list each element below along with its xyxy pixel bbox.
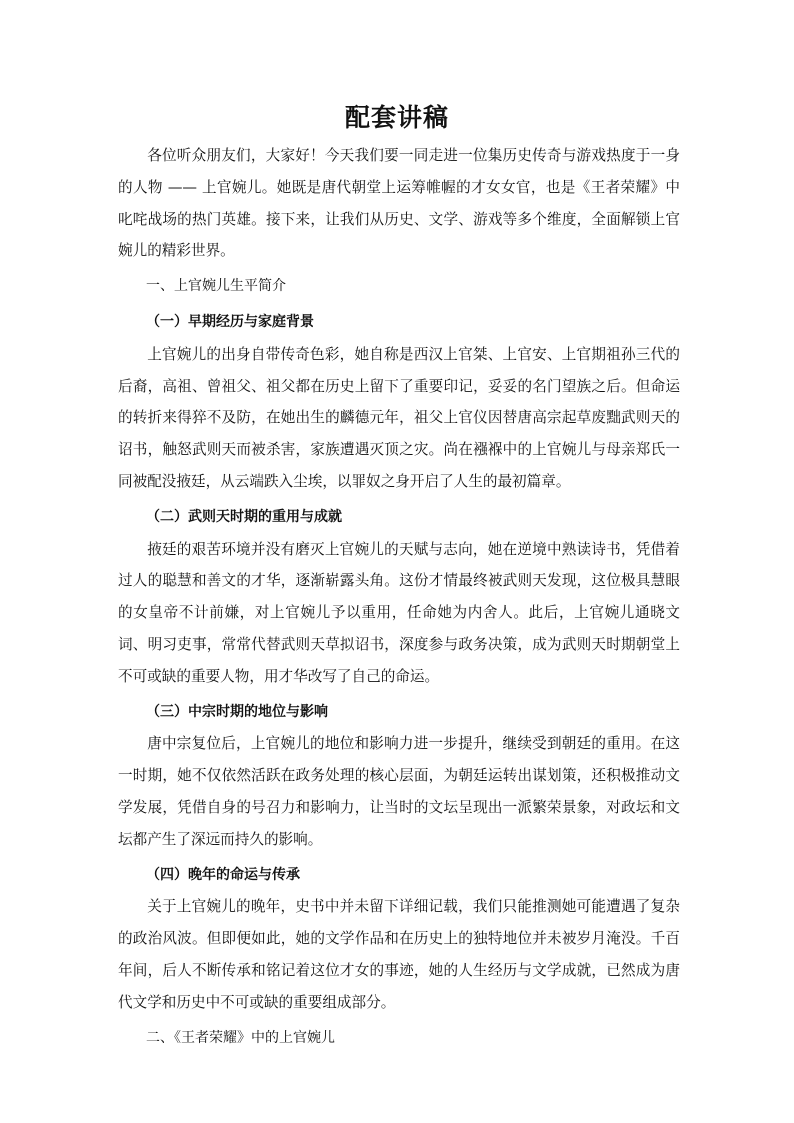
paragraph-early-life: 上官婉儿的出身自带传奇色彩，她自称是西汉上官桀、上官安、上官期祖孙三代的后裔，高祖、曾祖父、祖父都在历史上留下了重要印记，妥妥的名门望族之后。但命运的转折来得猝不及防，在她出生的麟德元年，祖父上官仪因替唐高宗起草废黜武则天的诏书，触怒武则天而被杀害，家族遭遇灭顶之灾。尚在襁褓中的上官婉儿与母亲郑氏一同被配没掖廷，从云端跌入尘埃，以罪奴之身开启了人生的最初篇章。 — [118, 345, 680, 490]
document-body — [118, 140, 680, 1054]
section-heading-biography: 一、上官婉儿生平简介 — [146, 278, 286, 295]
paragraph-wu-zetian-era: 掖廷的艰苦环境并没有磨灭上官婉儿的天赋与志向，她在逆境中熟读诗书，凭借着过人的聪慧和善文的才华，逐渐崭露头角。这份才情最终被武则天发现，这位极具慧眼的女皇帝不计前嫌，对上官婉儿予以重用，任命她为内舍人。此后，上官婉儿通晓文词、明习吏事，常常代替武则天草拟诏书，深度参与政务决策，成为武则天时期朝堂上不可或缺的重要人物，用才华改写了自己的命运。 — [118, 540, 680, 685]
subsection-heading-zhongzong-era: （三）中宗时期的地位与影响 — [146, 703, 328, 720]
paragraph-zhongzong-era: 唐中宗复位后，上官婉儿的地位和影响力进一步提升，继续受到朝廷的重用。在这一时期，她不仅依然活跃在政务处理的核心层面，为朝廷运转出谋划策，还积极推动文学发展，凭借自身的号召力和影响力，让当时的文坛呈现出一派繁荣景象，对政坛和文坛都产生了深远而持久的影响。 — [118, 735, 680, 848]
subsection-heading-wu-zetian-era: （二）武则天时期的重用与成就 — [146, 508, 342, 525]
intro-paragraph: 各位听众朋友们，大家好！今天我们要一同走进一位集历史传奇与游戏热度于一身的人物 —— 上官婉儿。她既是唐代朝堂上运筹帷幄的才女女官，也是《王者荣耀》中叱咤战场的热门英雄。接下来，让我们从历史、文学、游戏等多个维度，全面解锁上官婉儿的精彩世界。 — [118, 147, 680, 260]
subsection-heading-early-life: （一）早期经历与家庭背景 — [146, 313, 314, 330]
subsection-heading-later-years: （四）晚年的命运与传承 — [146, 866, 300, 883]
page-title: 配套讲稿 — [344, 103, 449, 132]
paragraph-later-years: 关于上官婉儿的晚年，史书中并未留下详细记载，我们只能推测她可能遭遇了复杂的政治风波。但即便如此，她的文学作品和在历史上的独特地位并未被岁月淹没。千百年间，后人不断传承和铭记着这位才女的事迹，她的人生经历与文学成就，已然成为唐代文学和历史中不可或缺的重要组成部分。 — [118, 898, 680, 1011]
section-heading-honor-of-kings: 二、《王者荣耀》中的上官婉儿 — [146, 1029, 335, 1046]
